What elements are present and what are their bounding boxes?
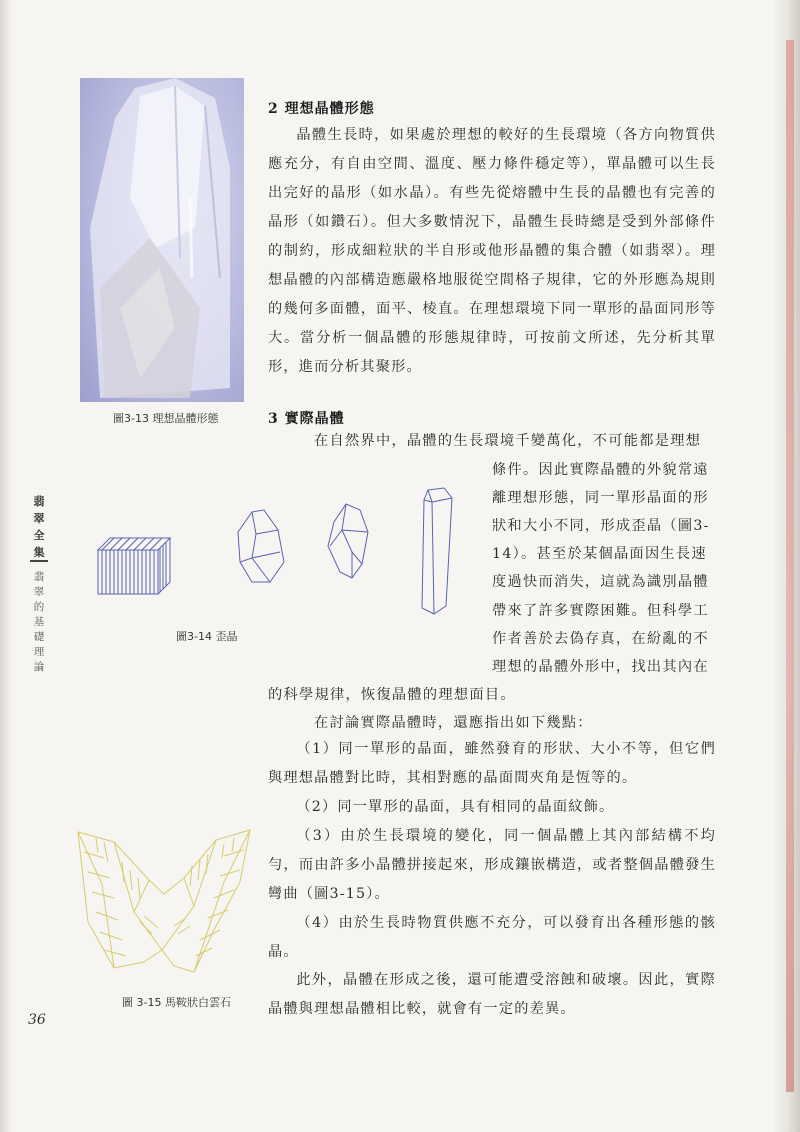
point-4: （4）由於生長時物質供應不充分，可以發育出各種形態的骸晶。	[268, 915, 716, 960]
wrap-line: 理想的晶體外形中，找出其內在	[492, 659, 709, 675]
wrap-line: 在自然界中，晶體的生長環境千變萬化，不可能都是理想	[314, 433, 702, 449]
point-1: （1）同一單形的晶面，雖然發育的形狀、大小不等，但它們與理想晶體對比時，其相對應的晶面間夾角是恆等的。	[268, 741, 716, 786]
saddle-dolomite-figure	[74, 822, 254, 982]
wrap-line: 帶來了許多實際困難。但科學工	[492, 603, 709, 619]
tabular-crystal-drawing	[98, 538, 170, 594]
quartz-crystal-image	[80, 78, 244, 402]
chapter-title	[30, 570, 48, 675]
sidebar-divider	[30, 560, 48, 562]
section-2-heading: 2 理想晶體形態	[268, 101, 375, 117]
prism-crystal-drawing-1	[238, 510, 284, 582]
closing-paragraph: 此外，晶體在形成之後，還可能遭受溶蝕和破壞。因此，實際晶體與理想晶體相比較，就會有一定的差異。	[268, 972, 716, 1017]
series-title-text: 翡翠全集	[33, 495, 45, 559]
wrap-line: 狀和大小不同，形成歪晶（圖3-	[492, 518, 710, 534]
figure-3-14-caption: 圖3-14 歪晶	[176, 630, 238, 643]
wrap-line: 度過快而消失，這就為識別晶體	[492, 574, 709, 590]
wrap-line: 作者善於去偽存真，在紛亂的不	[492, 631, 709, 647]
wrap-line: 14）。甚至於某個晶面因生長速	[492, 546, 707, 562]
section-3-heading: 3 實際晶體	[268, 411, 345, 427]
figure-3-15-caption: 圖 3-15 馬鞍狀白雲石	[122, 996, 231, 1009]
elongated-crystal-drawing	[422, 488, 452, 614]
crystal-photo	[80, 78, 244, 402]
page-number: 36	[28, 1012, 46, 1028]
point-2: （2）同一單形的晶面，具有相同的晶面紋飾。	[296, 799, 615, 815]
section-2-paragraph: 晶體生長時，如果處於理想的較好的生長環境（各方向物質供應充分，有自由空間、溫度、壓力條件穩定等），單晶體可以生長出完好的晶形（如水晶）。有些先從熔體中生長的晶體也有完善的晶形（如鑽石）。但大多數情況下，晶體生長時總是受到外部條件的制約，形成細粒狀的半自形或他形晶體的集合體（如翡翠）。理想晶體的內部構造應嚴格地服從空間格子規律，它的外形應為規則的幾何多面體，面平、棱直。在理想環境下同一單形的晶面同形等大。當分析一個晶體的形態規律時，可按前文所述，先分析其單形，進而分析其聚形。	[268, 127, 716, 375]
series-title	[30, 493, 48, 561]
point-3: （3）由於生長環境的變化，同一個晶體上其內部結構不均勻，而由許多小晶體拼接起來，形成鑲嵌構造，或者整個晶體發生彎曲（圖3-15）。	[268, 828, 716, 902]
figure-3-13-caption: 圖3-13 理想晶體形態	[113, 412, 219, 425]
distorted-crystals-figure	[90, 482, 470, 622]
page-edge	[774, 0, 800, 1132]
page-binding-shadow	[0, 0, 12, 1132]
wrap-line: 條件。因此實際晶體的外貌常遠	[492, 462, 709, 478]
wrap-line: 離理想形態，同一單形晶面的形	[492, 490, 709, 506]
wrap-line: 的科學規律，恢復晶體的理想面目。	[268, 687, 516, 703]
chapter-title-text: 翡翠的基礎理論	[33, 571, 45, 673]
prism-crystal-drawing-2	[328, 504, 368, 578]
section-3-intro: 在討論實際晶體時，還應指出如下幾點：	[314, 715, 593, 731]
